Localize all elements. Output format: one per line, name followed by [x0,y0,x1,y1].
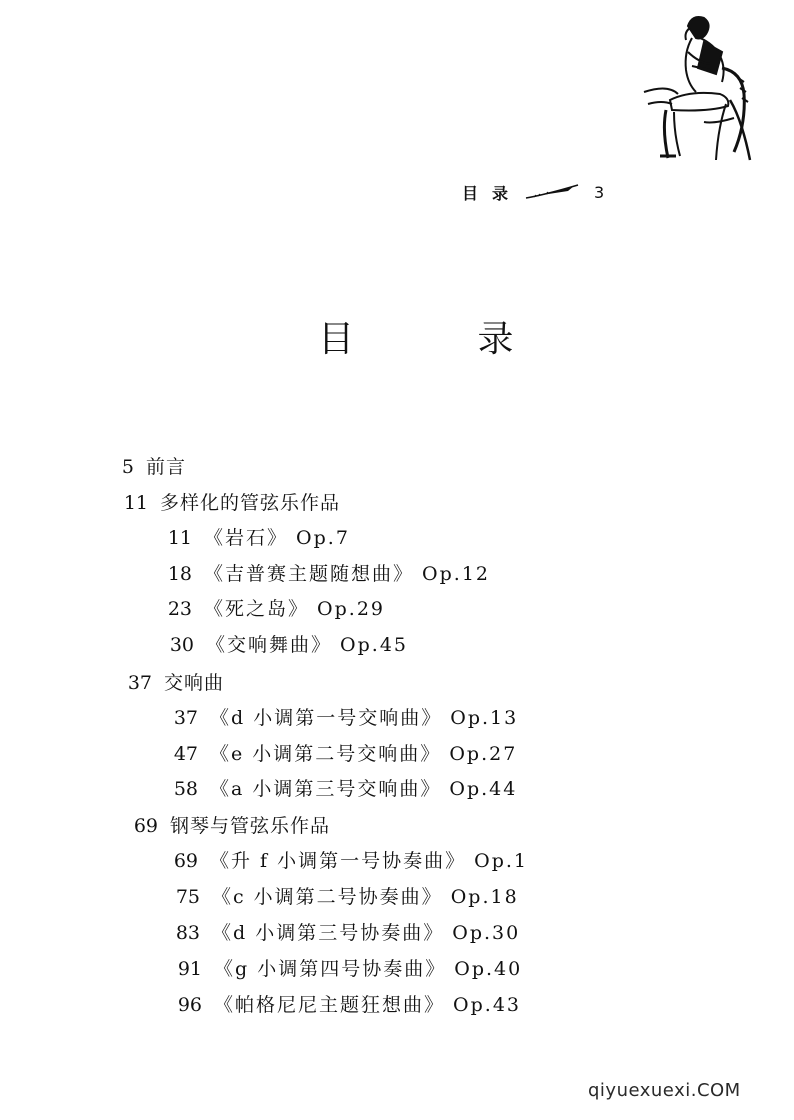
toc-item [168,846,528,876]
toc-page-number: 30 [169,634,194,656]
toc-item [162,594,385,624]
toc-section-title: 交响曲 [164,672,225,694]
toc-item [168,739,517,769]
toc-page-number: 47 [173,743,198,765]
toc-item-title: 《a 小调第三号交响曲》 Op.44 [210,778,518,800]
reading-figure-illustration [630,8,760,164]
toc-section [128,811,330,841]
toc-page-number: 23 [167,598,192,620]
toc-section-title: 前言 [146,456,187,478]
toc-item-title: 《升 f 小调第一号协奏曲》 Op.1 [210,850,529,872]
toc-item [170,918,520,948]
toc-item [172,990,521,1020]
toc-item-title: 《死之岛》 Op.29 [204,598,385,620]
toc-section [122,668,224,698]
toc-item-title: 《c 小调第二号协奏曲》 Op.18 [212,886,519,908]
toc-section-title: 钢琴与管弦乐作品 [170,815,331,837]
toc-item [168,774,517,804]
toc-item [164,630,408,660]
toc-item-title: 《岩石》 Op.7 [204,527,350,549]
toc-item-title: 《d 小调第一号交响曲》 Op.13 [210,707,519,729]
toc-page-number: 37 [127,672,152,694]
toc-item-title: 《交响舞曲》 Op.45 [206,634,408,656]
toc-page-number: 75 [175,886,200,908]
running-head-title: 目录 [462,183,523,203]
toc-page-number: 37 [173,707,198,729]
toc-item [162,559,490,589]
page-title: 目 录 [318,319,570,360]
quill-ornament-icon [524,183,580,201]
toc-page-number: 91 [177,958,202,980]
toc-page-number: 83 [175,922,200,944]
toc-page-number: 11 [167,527,192,549]
page-number: 3 [594,182,605,202]
toc-section-title: 多样化的管弦乐作品 [160,492,341,514]
toc-page-number: 18 [167,563,192,585]
toc-item-title: 《e 小调第二号交响曲》 Op.27 [210,743,518,765]
toc-item [170,882,519,912]
toc-page-number: 11 [123,492,148,514]
toc-item [162,523,350,553]
watermark: qiyuexuexi.COM [588,1080,741,1101]
toc-item-title: 《g 小调第四号协奏曲》 Op.40 [214,958,523,980]
toc-item-title: 《吉普赛主题随想曲》 Op.12 [204,563,490,585]
toc-page-number: 58 [173,778,198,800]
toc-page-number: 69 [133,815,158,837]
running-head [462,178,604,206]
toc-item [172,954,522,984]
toc-section [104,452,186,482]
toc-item-title: 《d 小调第三号协奏曲》 Op.30 [212,922,521,944]
toc-item-title: 《帕格尼尼主题狂想曲》 Op.43 [214,994,521,1016]
toc-item [168,703,518,733]
toc-page-number: 69 [173,850,198,872]
toc-section [118,488,340,518]
toc-page-number: 5 [121,456,134,478]
toc-page-number: 96 [177,994,202,1016]
